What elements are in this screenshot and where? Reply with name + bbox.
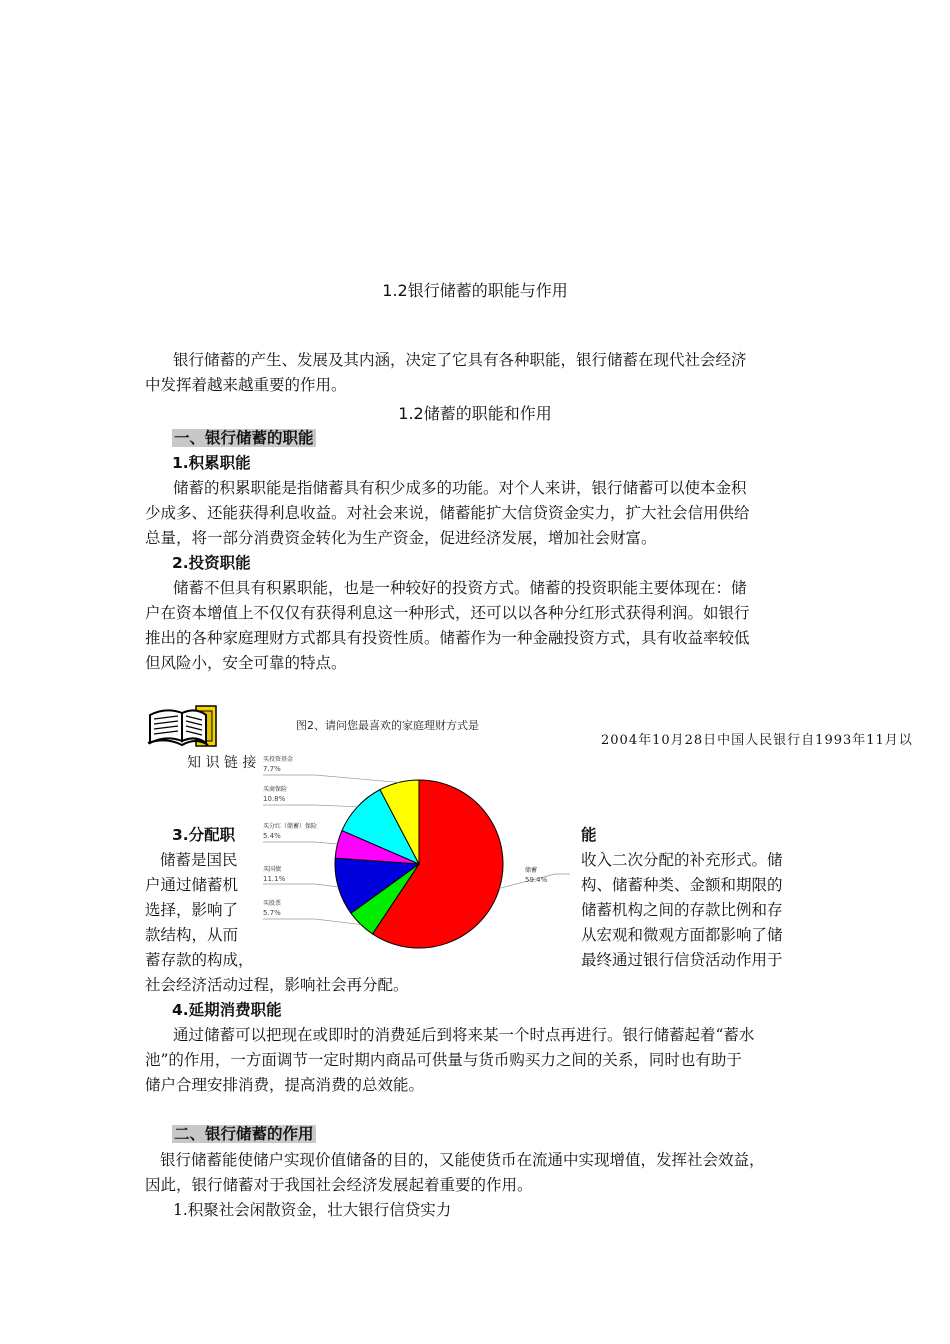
leader-line — [263, 884, 338, 887]
pie-category-label: 储蓄 — [525, 867, 538, 874]
intro-line-2: 中发挥着越来越重要的作用。 — [145, 376, 347, 394]
s1-2-line-2: 户在资本增值上不仅仅有获得利息这一种形式，还可以以各种分红形式获得利润。如银行 — [145, 604, 750, 622]
leader-line — [263, 775, 399, 782]
s1-1-line-1: 储蓄的积累职能是指储蓄具有积少成多的功能。对个人来讲，银行储蓄可以使本金积 — [173, 479, 747, 497]
leader-line — [263, 842, 337, 844]
intro-line-1: 银行储蓄的产生、发展及其内涵，决定了它具有各种职能，银行储蓄在现代社会经济 — [173, 351, 747, 369]
section2-heading: 二、银行储蓄的作用 — [174, 1125, 314, 1143]
pie-category-label: 买投资基金 — [263, 756, 294, 763]
s1-4-title: 4.延期消费职能 — [172, 1001, 282, 1019]
s1-4-line-1: 通过储蓄可以把现在或即时的消费延后到将来某一个时点再进行。银行储蓄起着“蓄水 — [173, 1026, 755, 1044]
s1-1-line-2: 少成多、还能获得利息收益。对社会来说，储蓄能扩大信贷资金实力，扩大社会信用供给 — [145, 504, 750, 522]
side-note: 2004年10月28日中国人民银行自1993年11月以 — [601, 733, 913, 748]
s2-line-2: 因此，银行储蓄对于我国社会经济发展起着重要的作用。 — [145, 1176, 533, 1194]
leader-line — [263, 919, 361, 925]
s1-3-title-right: 能 — [581, 826, 597, 844]
s1-2-line-3: 推出的各种家庭理财方式都具有投资性质。储蓄作为一种金融投资方式，具有收益率较低 — [145, 629, 750, 647]
s1-4-line-2: 池”的作用，一方面调节一定时期内商品可供量与货币购买力之间的关系，同时也有助于 — [145, 1051, 742, 1069]
s1-3-left-5: 蓄存款的构成， — [145, 951, 254, 969]
pie-category-label: 买股票 — [263, 900, 282, 907]
pie-value-label: 10.8% — [263, 795, 286, 803]
leader-line — [263, 805, 357, 807]
s2-line-1: 银行储蓄能使储户实现价值储备的目的，又能使货币在流通中实现增值，发挥社会效益， — [160, 1151, 765, 1169]
s1-1-line-3: 总量，将一部分消费资金转化为生产资金，促进经济发展，增加社会财富。 — [145, 529, 657, 547]
pie-value-label: 5.7% — [263, 909, 281, 917]
s1-2-line-1: 储蓄不但具有积累职能，也是一种较好的投资方式。储蓄的投资职能主要体现在：储 — [173, 579, 747, 597]
s1-3-last: 社会经济活动过程，影响社会再分配。 — [145, 976, 409, 994]
s1-3-right-4: 从宏观和微观方面都影响了储 — [581, 926, 783, 944]
s1-1-title: 1.积累职能 — [172, 454, 251, 472]
s2-item-1: 1.积聚社会闲散资金，壮大银行信贷实力 — [173, 1201, 452, 1219]
pie-category-label: 买国债 — [263, 866, 282, 873]
page-title: 1.2银行储蓄的职能与作用 — [382, 281, 568, 300]
pie-category-label: 买分红（储蓄）保险 — [263, 823, 318, 830]
s1-3-title-left: 3.分配职 — [172, 826, 236, 844]
pie-value-label: 5.4% — [263, 832, 281, 840]
pie-chart — [255, 714, 575, 950]
s1-3-right-3: 储蓄机构之间的存款比例和存 — [581, 901, 783, 919]
s1-4-line-3: 储户合理安排消费，提高消费的总效能。 — [145, 1076, 425, 1094]
s1-3-right-1: 收入二次分配的补充形式。储 — [581, 851, 783, 869]
open-book-icon — [146, 703, 224, 749]
pie-value-label: 59.4% — [525, 876, 548, 884]
pie-category-label: 买商保险 — [263, 786, 288, 793]
subtitle: 1.2储蓄的职能和作用 — [398, 404, 552, 423]
section1-heading: 一、银行储蓄的职能 — [174, 429, 314, 447]
s1-3-right-5: 最终通过银行信贷活动作用于 — [581, 951, 783, 969]
knowledge-link-label: 知 识 链 接 — [187, 755, 257, 771]
s1-2-title: 2.投资职能 — [172, 554, 251, 572]
pie-value-label: 11.1% — [263, 875, 286, 883]
s1-3-left-3: 选择，影响了 — [145, 901, 239, 919]
s1-2-line-4: 但风险小，安全可靠的特点。 — [145, 654, 347, 672]
s1-3-left-2: 户通过储蓄机 — [145, 876, 239, 894]
chart-title: 图2、请问您最喜欢的家庭理财方式是 — [296, 719, 479, 732]
s1-3-left-4: 款结构，从而 — [145, 926, 239, 944]
pie-value-label: 7.7% — [263, 765, 281, 773]
s1-3-right-2: 构、储蓄种类、金额和期限的 — [581, 876, 783, 894]
s1-3-left-1: 储蓄是国民 — [160, 851, 238, 869]
